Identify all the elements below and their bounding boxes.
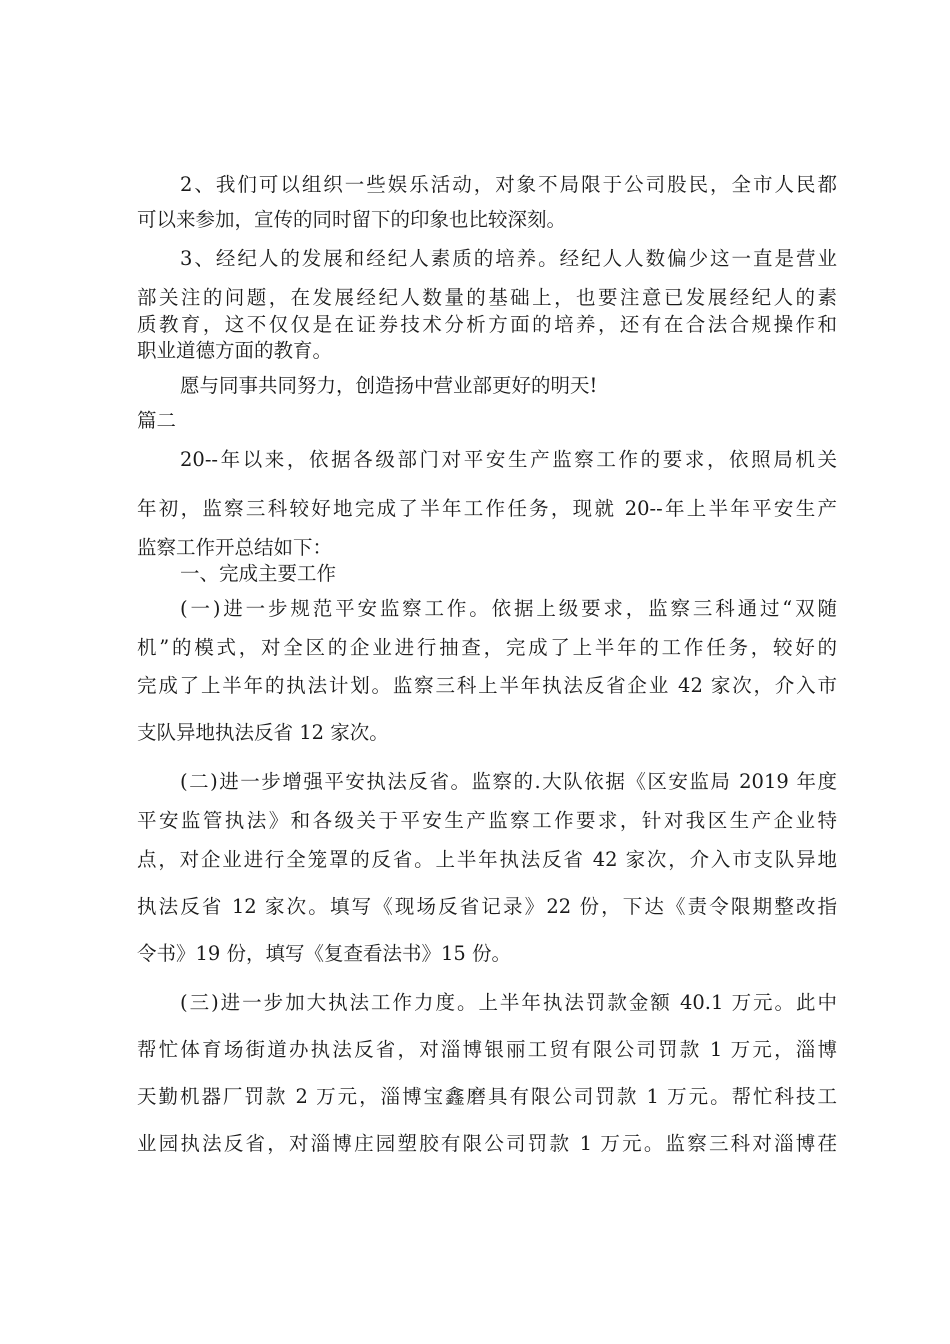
text-line: 点，对企业进行全笼罩的反省。上半年执法反省 42 家次，介入市支队异地 <box>137 848 837 871</box>
text-line: 天勤机器厂罚款 2 万元，淄博宝鑫磨具有限公司罚款 1 万元。帮忙科技工 <box>137 1085 837 1108</box>
text-line: (二)进一步增强平安执法反省。监察的.大队依据《区安监局 2019 年度 <box>180 770 837 793</box>
text-line: (三)进一步加大执法工作力度。上半年执法罚款金额 40.1 万元。此中 <box>180 991 837 1014</box>
text-line: 20--年以来，依据各级部门对平安生产监察工作的要求，依照局机关 <box>180 448 837 471</box>
section-heading: 篇二 <box>137 409 177 432</box>
text-line: 帮忙体育场街道办执法反省，对淄博银丽工贸有限公司罚款 1 万元，淄博 <box>137 1038 837 1061</box>
text-line: 支队异地执法反省 12 家次。 <box>137 721 389 744</box>
text-line: 业园执法反省，对淄博庄园塑胶有限公司罚款 1 万元。监察三科对淄博荏 <box>137 1132 837 1155</box>
text-line: 平安监管执法》和各级关于平安生产监察工作要求，针对我区生产企业特 <box>137 809 837 832</box>
text-line: 令书》19 份，填写《复查看法书》15 份。 <box>137 942 512 965</box>
text-line: (一)进一步规范平安监察工作。依据上级要求，监察三科通过“双随 <box>180 597 837 620</box>
text-line: 年初，监察三科较好地完成了半年工作任务，现就 20--年上半年平安生产 <box>137 497 837 520</box>
text-line: 监察工作开总结如下： <box>137 536 333 559</box>
text-line: 完成了上半年的执法计划。监察三科上半年执法反省企业 42 家次，介入市 <box>137 674 837 697</box>
text-line: 3、经纪人的发展和经纪人素质的培养。经纪人人数偏少这一直是营业 <box>180 247 837 270</box>
text-line: 2、我们可以组织一些娱乐活动，对象不局限于公司股民，全市人民都 <box>180 173 837 196</box>
subheading: 一、完成主要工作 <box>180 562 337 585</box>
text-line: 愿与同事共同努力，创造扬中营业部更好的明天! <box>180 374 598 397</box>
text-line: 机”的模式，对全区的企业进行抽查，完成了上半年的工作任务，较好的 <box>137 636 837 659</box>
text-line: 质教育，这不仅仅是在证券技术分析方面的培养，还有在合法合规操作和 <box>137 313 837 336</box>
text-line: 执法反省 12 家次。填写《现场反省记录》22 份，下达《责令限期整改指 <box>137 895 837 918</box>
text-line: 可以来参加，宣传的同时留下的印象也比较深刻。 <box>137 208 567 231</box>
text-line: 部关注的问题，在发展经纪人数量的基础上，也要注意已发展经纪人的素 <box>137 286 837 309</box>
text-line: 职业道德方面的教育。 <box>137 339 333 362</box>
